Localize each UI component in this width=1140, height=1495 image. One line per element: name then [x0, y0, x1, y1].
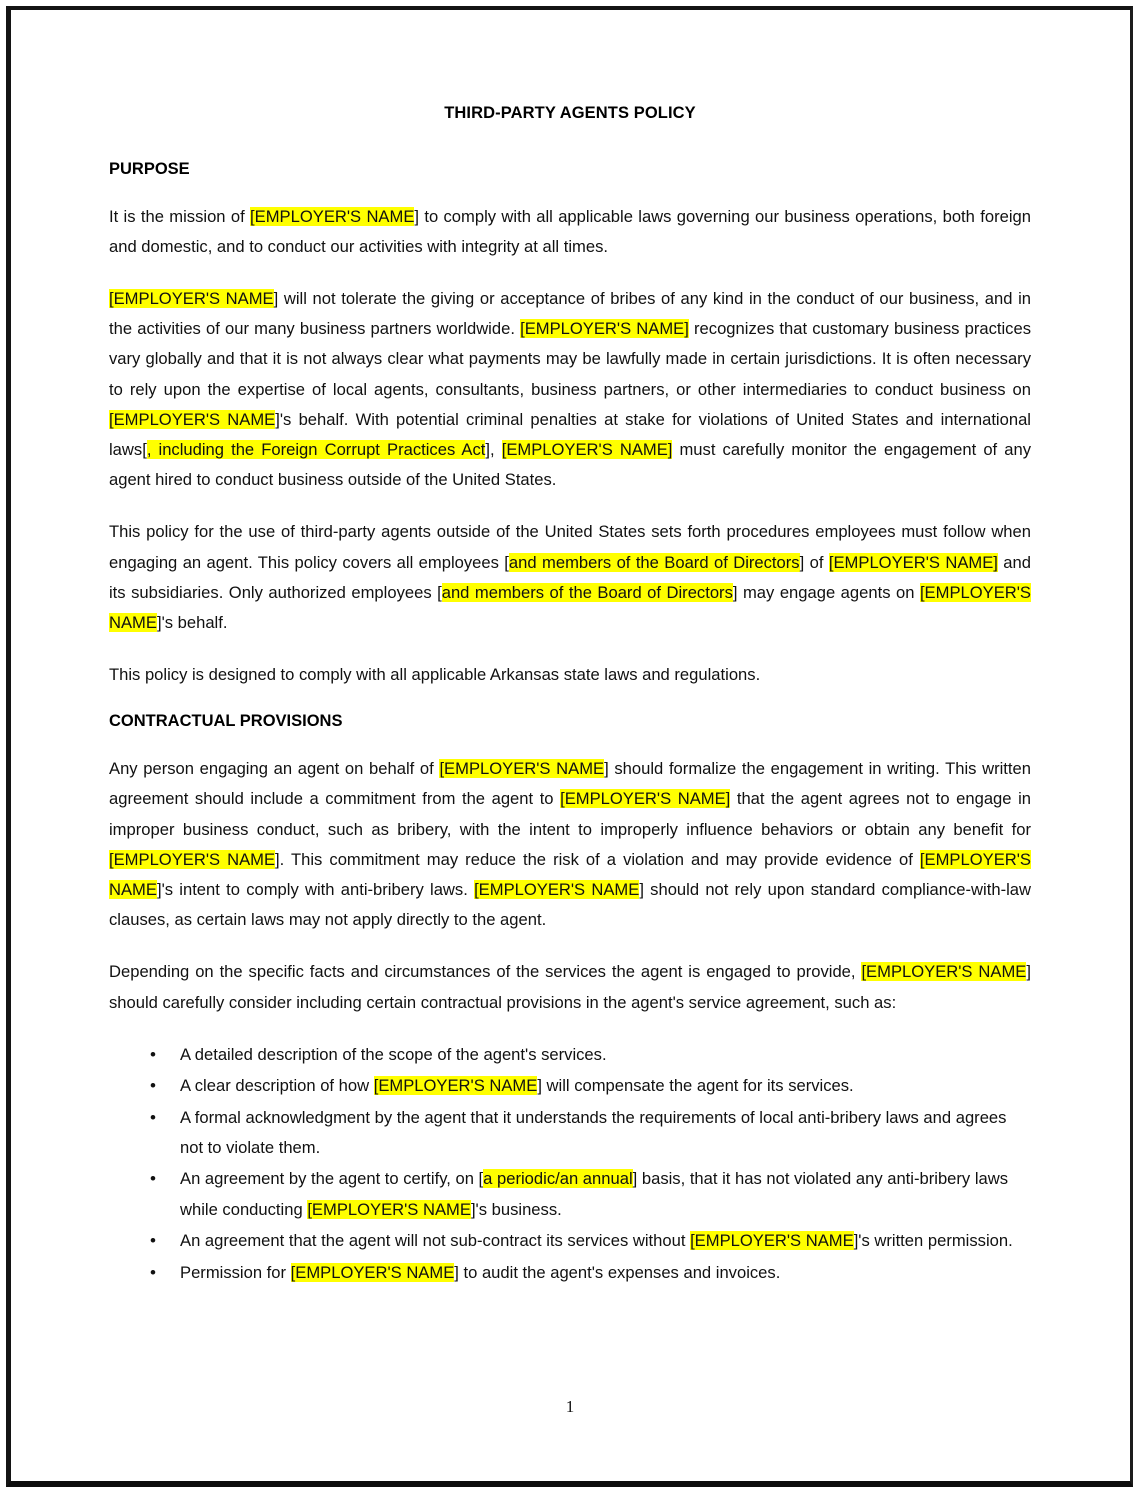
bullet-icon: • [150, 1044, 156, 1064]
highlighted-placeholder: a periodic/an annual [483, 1169, 633, 1189]
list-item [109, 1164, 1031, 1225]
highlighted-placeholder: , including the Foreign Corrupt Practices Act [146, 440, 486, 460]
text-run: An agreement by the agent to certify, on [ [180, 1169, 484, 1189]
highlighted-placeholder: and members of the Board of Directors [508, 552, 800, 572]
text-run: ]'s business. [470, 1199, 562, 1219]
text-run: Permission for [180, 1262, 291, 1282]
paragraph-contractual-1 [109, 754, 1031, 935]
highlighted-placeholder: [EMPLOYER'S NAME [290, 1262, 455, 1282]
list-item [109, 1071, 1031, 1101]
paragraph-purpose-1 [109, 202, 1031, 262]
text-run: ]'s behalf. [156, 613, 228, 633]
highlighted-placeholder: [EMPLOYER'S NAME [109, 409, 276, 429]
list-item-text [180, 1231, 1013, 1250]
text-run: recognizes that customary business practices vary globally and that it is not always clear what payments may be lawfully made in certain jurisdictions. It is often necessary to rely upon the expertise of local agents, consultants, business partners, or other intermediaries to conduct business on [109, 319, 1032, 399]
text-run: This policy is designed to comply with all applicable Arkansas state laws and regulations. [109, 665, 761, 685]
page-number: 1 [565, 1397, 575, 1416]
text-run: ] to audit the agent's expenses and invoices. [454, 1262, 781, 1282]
text-run: ] of [799, 552, 829, 572]
list-item-text [180, 1108, 1006, 1157]
bullet-icon: • [150, 1231, 156, 1251]
text-run: Depending on the specific facts and circumstances of the services the agent is engaged to provide, [109, 962, 862, 982]
text-run: ] should not rely upon standard compliance-with-law clauses, as certain laws may not apply directly to the agent. [109, 880, 1031, 930]
text-run: must carefully monitor the engagement of any agent hired to conduct business outside of the United States. [109, 440, 1031, 490]
list-item [109, 1258, 1031, 1288]
highlighted-placeholder: [EMPLOYER'S NAME [109, 849, 276, 869]
highlighted-placeholder: [EMPLOYER'S NAME [439, 759, 605, 779]
text-run: ] should formalize the engagement in writing. This written agreement should include a commitment from the agent to [109, 759, 1031, 809]
document-content [109, 104, 1031, 1289]
highlighted-placeholder: [EMPLOYER'S NAME [307, 1199, 471, 1219]
paragraph-purpose-4 [109, 660, 1031, 690]
text-run: that the agent agrees not to engage in improper business conduct, such as bribery, with the intent to improperly influence behaviors or obtain any benefit for [109, 789, 1031, 839]
text-run: ]'s intent to comply with anti-bribery laws. [156, 880, 475, 900]
text-run: ]'s written permission. [853, 1231, 1013, 1251]
text-run: ] may engage agents on [732, 582, 920, 602]
list-item [109, 1226, 1031, 1256]
bullet-icon: • [150, 1169, 156, 1189]
highlighted-placeholder: [EMPLOYER'S NAME [109, 849, 1031, 900]
list-item [109, 1103, 1031, 1164]
text-run: ]'s behalf. With potential criminal penalties at stake for violations of United States and international laws[ [109, 409, 1031, 460]
text-run: ] will not tolerate the giving or acceptance of bribes of any kind in the conduct of our business, and in the activities of our many business partners worldwide. [109, 289, 1031, 339]
contractual-provisions-list [109, 1040, 1031, 1288]
list-item-text [180, 1076, 854, 1095]
bullet-icon: • [150, 1262, 156, 1282]
text-run: ] should carefully consider including certain contractual provisions in the agent's service agreement, such as: [109, 962, 1031, 1012]
highlighted-placeholder: [EMPLOYER'S NAME] [520, 319, 689, 339]
highlighted-placeholder: [EMPLOYER'S NAME] [560, 789, 731, 809]
text-run: A formal acknowledgment by the agent that it understands the requirements of local anti-bribery laws and agrees not to violate them. [180, 1107, 1007, 1158]
text-run: and its subsidiaries. Only authorized employees [ [109, 552, 1031, 602]
paragraph-purpose-3 [109, 517, 1031, 638]
section-heading-purpose: PURPOSE [109, 159, 190, 178]
section-heading-contractual-provisions: CONTRACTUAL PROVISIONS [109, 712, 343, 731]
text-run: Any person engaging an agent on behalf of [109, 759, 440, 779]
text-run: ] will compensate the agent for its services. [537, 1076, 854, 1096]
paragraph-contractual-2 [109, 957, 1031, 1017]
list-item-text [180, 1263, 780, 1282]
list-item-text [180, 1045, 607, 1064]
list-item [109, 1040, 1031, 1070]
text-run: A detailed description of the scope of the agent's services. [180, 1044, 607, 1064]
text-run: This policy for the use of third-party agents outside of the United States sets forth procedures employees must follow when engaging an agent. This policy covers all employees [ [109, 522, 1031, 572]
highlighted-placeholder: [EMPLOYER'S NAME [109, 582, 1031, 633]
text-run: It is the mission of [109, 206, 251, 226]
text-run: A clear description of how [180, 1076, 374, 1096]
text-run: ]. This commitment may reduce the risk of a violation and may provide evidence of [275, 849, 920, 869]
text-run: ] to comply with all applicable laws governing our business operations, both foreign and domestic, and to conduct our activities with integrity at all times. [109, 206, 1031, 256]
highlighted-placeholder: and members of the Board of Directors [441, 582, 733, 602]
highlighted-placeholder: [EMPLOYER'S NAME [250, 206, 415, 226]
highlighted-placeholder: [EMPLOYER'S NAME [690, 1231, 854, 1251]
text-run: ], [485, 440, 502, 460]
highlighted-placeholder: [EMPLOYER'S NAME [373, 1076, 538, 1096]
text-run: An agreement that the agent will not sub-contract its services without [180, 1231, 691, 1251]
text-run: ] basis, that it has not violated any anti-bribery laws while conducting [180, 1169, 1009, 1219]
highlighted-placeholder: [EMPLOYER'S NAME] [501, 440, 673, 460]
paragraph-purpose-2 [109, 284, 1031, 495]
highlighted-placeholder: [EMPLOYER'S NAME [861, 962, 1027, 982]
bullet-icon: • [150, 1076, 156, 1096]
highlighted-placeholder: [EMPLOYER'S NAME [474, 880, 640, 900]
page-title: THIRD-PARTY AGENTS POLICY [444, 104, 696, 122]
list-item-text [180, 1169, 1008, 1218]
bullet-icon: • [150, 1107, 156, 1127]
highlighted-placeholder: [EMPLOYER'S NAME] [828, 552, 998, 572]
highlighted-placeholder: [EMPLOYER'S NAME [109, 289, 274, 308]
